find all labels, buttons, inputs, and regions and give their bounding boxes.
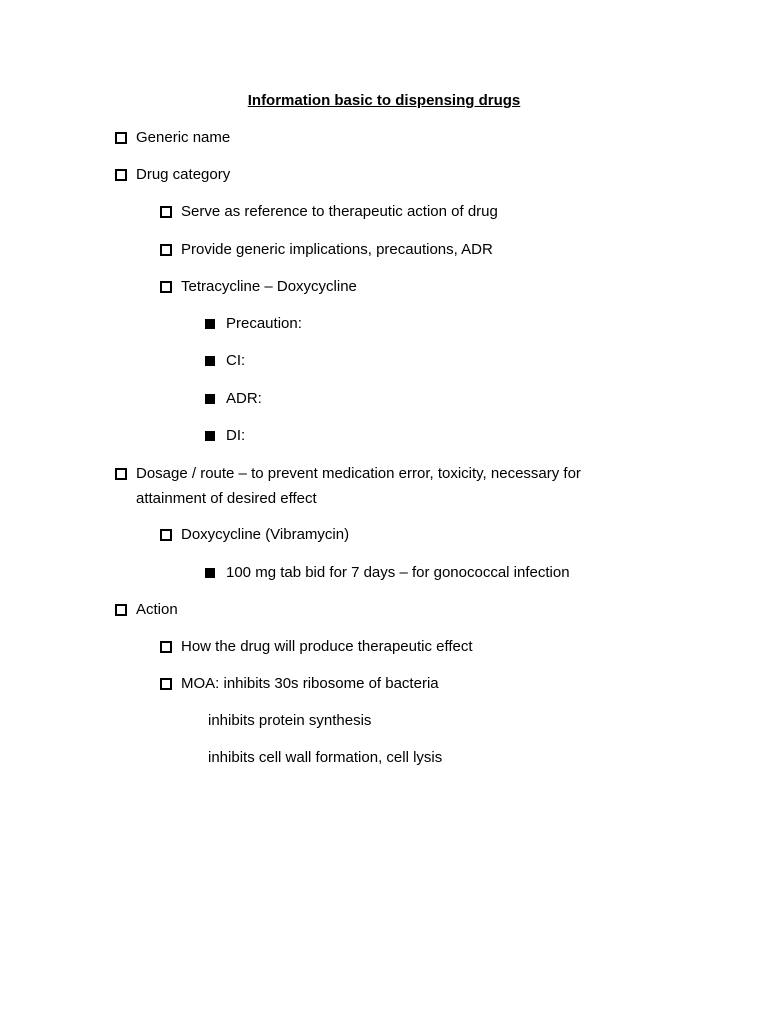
list-item-precaution	[205, 313, 505, 335]
list-item-serve-reference	[160, 201, 580, 223]
hollow-square-bullet-icon	[160, 641, 172, 653]
hollow-square-bullet-icon	[115, 468, 127, 480]
hollow-square-bullet-icon	[160, 281, 172, 293]
hollow-square-bullet-icon	[115, 169, 127, 181]
item-text: Tetracycline – Doxycycline	[181, 278, 357, 295]
hollow-square-bullet-icon	[160, 678, 172, 690]
list-item-dosage-route	[115, 462, 655, 514]
item-text: Precaution:	[226, 315, 302, 332]
list-item-ci	[205, 350, 505, 372]
hollow-square-bullet-icon	[160, 529, 172, 541]
hollow-square-bullet-icon	[115, 604, 127, 616]
filled-square-bullet-icon	[205, 319, 215, 329]
continuation-protein-synthesis: inhibits protein synthesis	[208, 712, 372, 729]
list-item-dose	[205, 562, 625, 584]
item-text: Serve as reference to therapeutic action of drug	[181, 203, 498, 220]
list-item-generic-name	[115, 127, 515, 149]
document-title: Information basic to dispensing drugs	[247, 92, 521, 109]
continuation-cell-wall: inhibits cell wall formation, cell lysis	[208, 749, 443, 766]
item-text: Provide generic implications, precautions, ADR	[181, 241, 493, 258]
hollow-square-bullet-icon	[160, 206, 172, 218]
item-text: How the drug will produce therapeutic effect	[181, 638, 473, 655]
item-text: 100 mg tab bid for 7 days – for gonococcal infection	[226, 564, 570, 581]
item-text: ADR:	[226, 390, 262, 407]
list-item-tetracycline	[160, 276, 580, 298]
list-item-adr	[205, 388, 505, 410]
list-item-how-drug	[160, 636, 580, 658]
list-item-moa	[160, 673, 580, 695]
hollow-square-bullet-icon	[160, 244, 172, 256]
filled-square-bullet-icon	[205, 394, 215, 404]
item-text: DI:	[226, 427, 246, 444]
item-text: Drug category	[136, 166, 231, 183]
filled-square-bullet-icon	[205, 356, 215, 366]
item-text: MOA: inhibits 30s ribosome of bacteria	[181, 675, 439, 692]
list-item-doxycycline	[160, 524, 580, 546]
filled-square-bullet-icon	[205, 568, 215, 578]
list-item-action	[115, 599, 515, 621]
item-text: Doxycycline (Vibramycin)	[181, 526, 350, 543]
list-item-provide-generic	[160, 239, 580, 261]
hollow-square-bullet-icon	[115, 132, 127, 144]
item-text: Action	[136, 601, 178, 618]
item-text: Generic name	[136, 129, 231, 146]
item-text: CI:	[226, 352, 246, 369]
list-item-di	[205, 425, 505, 447]
filled-square-bullet-icon	[205, 431, 215, 441]
list-item-drug-category	[115, 164, 515, 186]
item-text: Dosage / route – to prevent medication error, toxicity, necessary for attainment of desired effect	[136, 465, 581, 507]
